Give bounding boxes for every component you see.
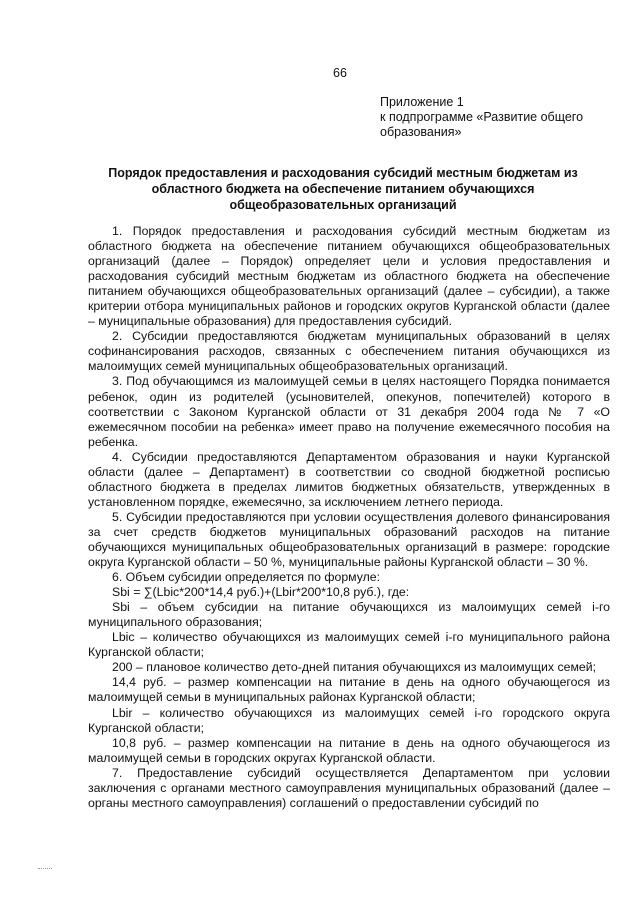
document-title bbox=[88, 165, 598, 213]
appendix-line: образования» bbox=[380, 125, 462, 139]
title-line: общеобразовательных организаций bbox=[229, 198, 457, 212]
definition-rate-cities: 10,8 руб. – размер компенсации на питание в день на одного обучающегося из малоимущей семьи в городских округах Курганской области. bbox=[88, 735, 610, 765]
paragraph-1: 1. Порядок предоставления и расходования субсидий местным бюджетам из областного бюджета на обеспечение питанием обучающихся общеобразовательных организаций (далее – Порядок) определяет цели и условия предоставления и расходования субсидий местным бюджетам из областного бюджета на обеспечение питанием обучающихся общеобразовательных организаций (далее – субсидии), а также критерии отбора муниципальных районов и городских округов Курганской области (далее – муниципальные образования) для предоставления субсидий. bbox=[88, 224, 610, 329]
paragraph-2: 2. Субсидии предоставляются бюджетам муниципальных образований в целях софинансирования расходов, связанных с обеспечением питания обучающихся из малоимущих семей муниципальных общеобразовательных организаций. bbox=[88, 329, 610, 374]
definition-lbic: Lbic – количество обучающихся из малоимущих семей i-го муниципального района Курганской области; bbox=[88, 630, 610, 660]
paragraph-5: 5. Субсидии предоставляются при условии осуществления долевого финансирования за счет средств бюджетов муниципальных образований расходов на питание обучающихся муниципальных общеобразовательных организаций в размере: городские округа Курганской области – 50 %, муниципальные районы Курганской области – 30 %. bbox=[88, 509, 610, 570]
definition-lbir: Lbir – количество обучающихся из малоимущих семей i-го городского округа Курганской области; bbox=[88, 705, 610, 735]
appendix-line: Приложение 1 bbox=[380, 95, 464, 109]
paragraph-7: 7. Предоставление субсидий осуществляется Департаментом при условии заключения с органами местного самоуправления муниципальных образований (далее – органы местного самоуправления) соглашений о предоставлении субсидий по bbox=[88, 765, 610, 810]
paragraph-4: 4. Субсидии предоставляются Департаментом образования и науки Курганской области (далее – Департамент) в соответствии со сводной бюджетной росписью областного бюджета в пределах лимитов бюджетных обязательств, утвержденных в установленном порядке, ежемесячно, за исключением летнего периода. bbox=[88, 449, 610, 509]
paragraph-3: 3. Под обучающимся из малоимущей семьи в целях настоящего Порядка понимается ребенок, один из родителей (усыновителей, опекунов, попечителей) которого в соответствии с Законом Курганской области от 31 декабря 2004 года № 7 «О ежемесячном пособии на ребенка» имеет право на получение ежемесячного пособия на ребенка. bbox=[88, 374, 610, 449]
definition-sbi: Sbi – объем субсидии на питание обучающихся из малоимущих семей i-го муниципального образования; bbox=[88, 600, 610, 630]
scan-artifact bbox=[38, 868, 52, 870]
paragraph-6: 6. Объем субсидии определяется по формуле: bbox=[112, 570, 381, 585]
definition-days: 200 – плановое количество дето-дней питания обучающихся из малоимущих семей; bbox=[112, 660, 597, 675]
appendix-header bbox=[380, 95, 610, 140]
page-number: 66 bbox=[333, 66, 347, 80]
title-line: Порядок предоставления и расходования субсидий местным бюджетам из bbox=[108, 166, 578, 180]
title-line: областного бюджета на обеспечение питанием обучающихся bbox=[151, 182, 535, 196]
appendix-line: к подпрограмме «Развитие общего bbox=[380, 110, 584, 124]
document-body bbox=[88, 224, 610, 811]
definition-rate-districts: 14,4 руб. – размер компенсации на питание в день на одного обучающегося из малоимущей семьи в муниципальных районах Курганской области; bbox=[88, 675, 610, 705]
formula: Sbi = ∑(Lbic*200*14,4 руб.)+(Lbir*200*10,8 руб.), где: bbox=[112, 585, 410, 600]
